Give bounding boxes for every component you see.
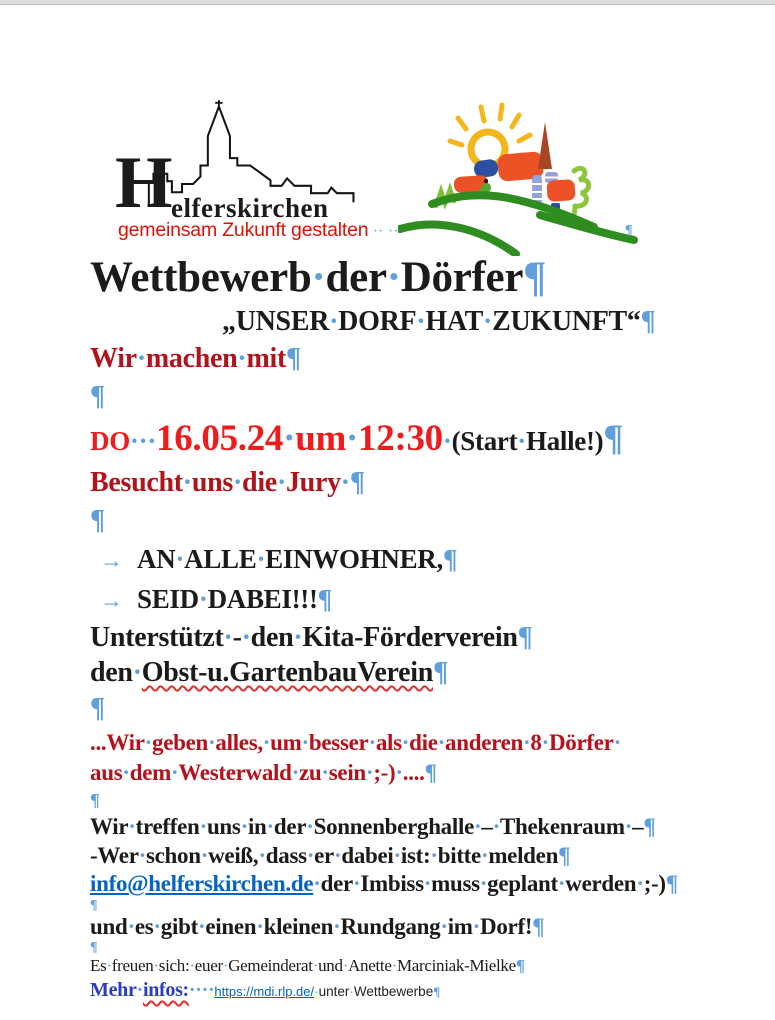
empty-line-6	[90, 941, 750, 955]
line-rundgang	[90, 913, 750, 942]
empty-line-5	[90, 899, 750, 913]
line-besucht-jury	[90, 464, 750, 502]
pilcrow-mark: ¶	[517, 622, 533, 653]
empty-line-3	[90, 690, 750, 728]
pilcrow-mark: ¶	[433, 984, 440, 999]
email-link[interactable]: info@helferskirchen.de	[90, 871, 314, 896]
text-run: 16.05.24·um·12:30	[156, 418, 443, 459]
text-run: →	[100, 588, 123, 613]
pilcrow-mark: ¶	[90, 790, 100, 810]
line-melden	[90, 842, 750, 871]
text-run: Mehr·	[90, 979, 143, 1001]
pilcrow-mark: ¶	[625, 223, 633, 238]
text-run: →	[100, 548, 123, 573]
pilcrow-mark: ¶	[558, 842, 571, 868]
list-item-einwohner	[90, 540, 750, 580]
pilcrow-mark: ¶	[665, 871, 678, 896]
pilcrow-mark: ¶	[532, 913, 545, 939]
pilcrow-mark: ¶	[640, 306, 656, 337]
mdi-link[interactable]: https://mdi.rlp.de/	[214, 984, 315, 999]
pilcrow-mark: ¶	[424, 760, 437, 785]
text-run: ·der·Imbiss·muss·geplant·werden·;-)	[313, 871, 666, 896]
line-gemeinderat	[90, 955, 750, 977]
line-gartenbauverein	[90, 655, 750, 690]
text-run: Wir·machen·mit	[90, 343, 286, 374]
text-run: und·es·gibt·einen·kleinen·Rundgang·im·Dorf!	[90, 913, 533, 939]
pilcrow-mark: ¶	[90, 940, 98, 955]
text-run: ·	[442, 426, 452, 456]
pilcrow-mark: ¶	[643, 814, 656, 839]
logo-name: elferskirchen	[171, 193, 329, 223]
document-text	[90, 252, 750, 1005]
pilcrow-mark: ¶	[515, 956, 525, 975]
pilcrow-mark: ¶	[90, 897, 98, 913]
text-run: Obst-u.GartenbauVerein	[141, 657, 434, 688]
text-run: Unterstützt·-·den·Kita-Förderverein	[90, 622, 518, 653]
line-wir-machen-mit	[90, 340, 750, 378]
pilcrow-mark: ¶	[90, 505, 105, 536]
logo-tagline: gemeinsam Zukunft gestalten	[118, 219, 369, 241]
text-run: DO	[90, 426, 130, 456]
text-run: ·unter·Wettbewerbe	[314, 984, 434, 999]
church-skyline-icon	[147, 100, 359, 208]
pilcrow-mark: ¶	[90, 381, 105, 412]
pilcrow-mark: ¶	[349, 467, 365, 498]
subtitle	[90, 304, 750, 340]
empty-line-4	[90, 788, 750, 813]
line-date	[90, 416, 750, 464]
line-mehr-infos	[90, 977, 750, 1005]
pilcrow-mark: ¶	[603, 418, 624, 459]
window-top-edge	[0, 0, 775, 5]
text-run: „UNSER·DORF·HAT·ZUKUNFT“	[222, 306, 641, 337]
text-run: Wir·treffen·uns·in·der·Sonnenberghalle·–·Thekenraum·–	[90, 814, 644, 839]
pilcrow-mark: ¶	[285, 343, 301, 374]
text-run: SEID·DABEI!!!	[137, 584, 318, 614]
text-run: Wettbewerb·der·Dörfer	[90, 254, 524, 301]
empty-line-2	[90, 502, 750, 540]
text-run: den·	[90, 657, 142, 688]
text-run: ...Wir·geben·alles,·um·besser·als·die·anderen·8·Dörfer·	[90, 730, 621, 755]
village-illustration	[398, 96, 638, 256]
empty-line-1	[90, 378, 750, 416]
helferskirchen-logo	[105, 98, 385, 253]
pilcrow-mark: ¶	[90, 693, 105, 724]
line-email	[90, 870, 750, 899]
title	[90, 252, 750, 304]
pilcrow-mark: ¶	[442, 544, 458, 574]
list-item-dabei	[90, 580, 750, 620]
text-run: ····	[188, 979, 215, 1001]
text-run: Besucht·uns·die·Jury·	[90, 467, 350, 498]
text-run: (Start·Halle!)	[451, 426, 604, 456]
text-run: aus·dem·Westerwald·zu·sein·;-)·....	[90, 760, 425, 785]
line-treffen	[90, 813, 750, 842]
line-unterstuetzt	[90, 620, 750, 655]
space-marks: · ·· ··	[364, 226, 400, 237]
pilcrow-mark: ¶	[433, 657, 448, 688]
text-run: -Wer·schon·weiß,·dass·er·dabei·ist:·bitte·melden	[90, 842, 559, 868]
logo-initial: H	[115, 142, 172, 224]
line-red-appeal-1	[90, 728, 750, 758]
pilcrow-mark: ¶	[523, 254, 547, 301]
text-run: AN·ALLE·EINWOHNER,	[137, 544, 443, 574]
line-red-appeal-2	[90, 758, 750, 788]
text-run: Es·freuen·sich:·euer·Gemeinderat·und·Anette·Marciniak-Mielke	[90, 956, 516, 975]
pilcrow-mark: ¶	[317, 584, 332, 614]
text-run: infos:	[142, 979, 189, 1001]
text-run: ···	[129, 426, 157, 456]
